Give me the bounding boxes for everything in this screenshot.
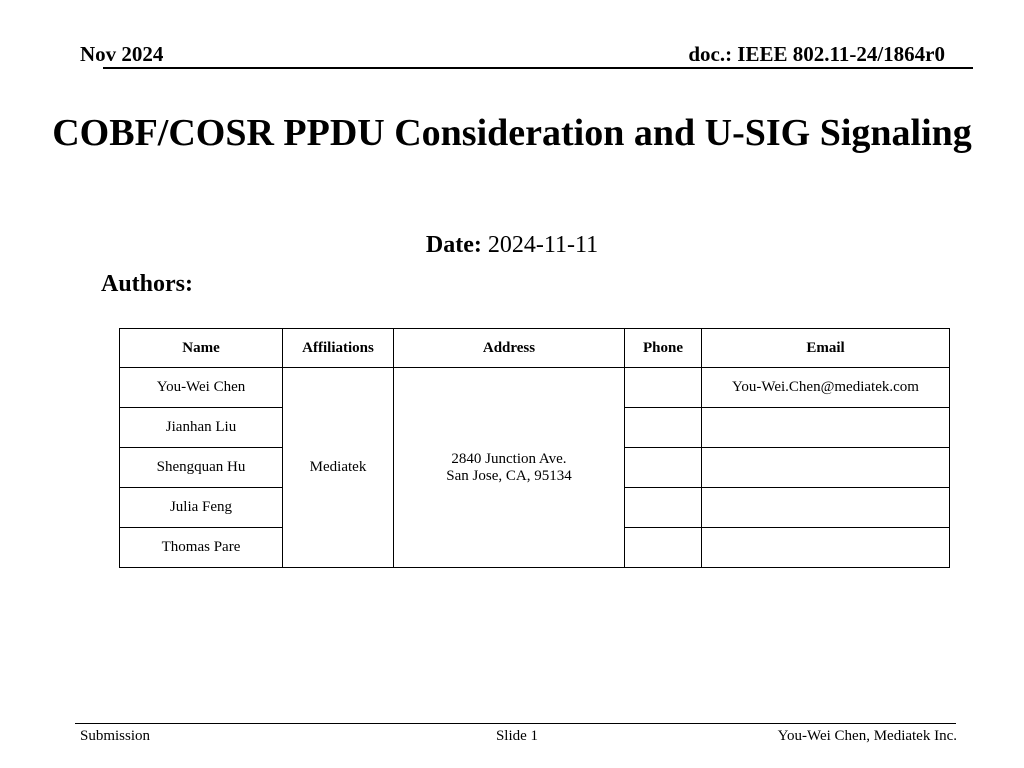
- header-email: Email: [702, 329, 950, 368]
- header-affiliations: Affiliations: [283, 329, 394, 368]
- authors-label: Authors:: [101, 271, 194, 297]
- header-phone: Phone: [625, 329, 702, 368]
- header-doc-id: doc.: IEEE 802.11-24/1864r0: [688, 42, 945, 66]
- slide-title: COBF/COSR PPDU Consideration and U-SIG Signaling: [52, 112, 972, 154]
- author-phone: [625, 488, 702, 528]
- author-email: [702, 488, 950, 528]
- table-row: [120, 368, 950, 408]
- footer-submission: Submission: [80, 728, 151, 744]
- footer-author: You-Wei Chen, Mediatek Inc.: [777, 728, 957, 744]
- address-line-2: San Jose, CA, 95134: [446, 467, 572, 484]
- author-phone: [625, 448, 702, 488]
- address-line-1: 2840 Junction Ave.: [451, 450, 567, 467]
- header-address: Address: [394, 329, 625, 368]
- author-phone: [625, 408, 702, 448]
- date-line: [0, 232, 1024, 259]
- author-name: Jianhan Liu: [120, 408, 283, 448]
- footer-rule: [75, 723, 956, 724]
- authors-table: [119, 328, 950, 568]
- author-email: [702, 408, 950, 448]
- author-name: You-Wei Chen: [120, 368, 283, 408]
- author-name: Julia Feng: [120, 488, 283, 528]
- author-affiliation: Mediatek: [283, 368, 394, 568]
- author-name: Thomas Pare: [120, 528, 283, 568]
- table-header-row: [120, 329, 950, 368]
- date-label: Date:: [425, 232, 482, 258]
- header-rule: [103, 67, 973, 69]
- date-value: 2024-11-11: [487, 232, 599, 258]
- author-email: You-Wei.Chen@mediatek.com: [702, 368, 950, 408]
- author-address: [394, 368, 625, 568]
- header-date: Nov 2024: [80, 42, 164, 66]
- author-phone: [625, 528, 702, 568]
- header-name: Name: [120, 329, 283, 368]
- author-email: [702, 448, 950, 488]
- author-email: [702, 528, 950, 568]
- footer-slide-number: Slide 1: [495, 728, 539, 744]
- author-name: Shengquan Hu: [120, 448, 283, 488]
- author-phone: [625, 368, 702, 408]
